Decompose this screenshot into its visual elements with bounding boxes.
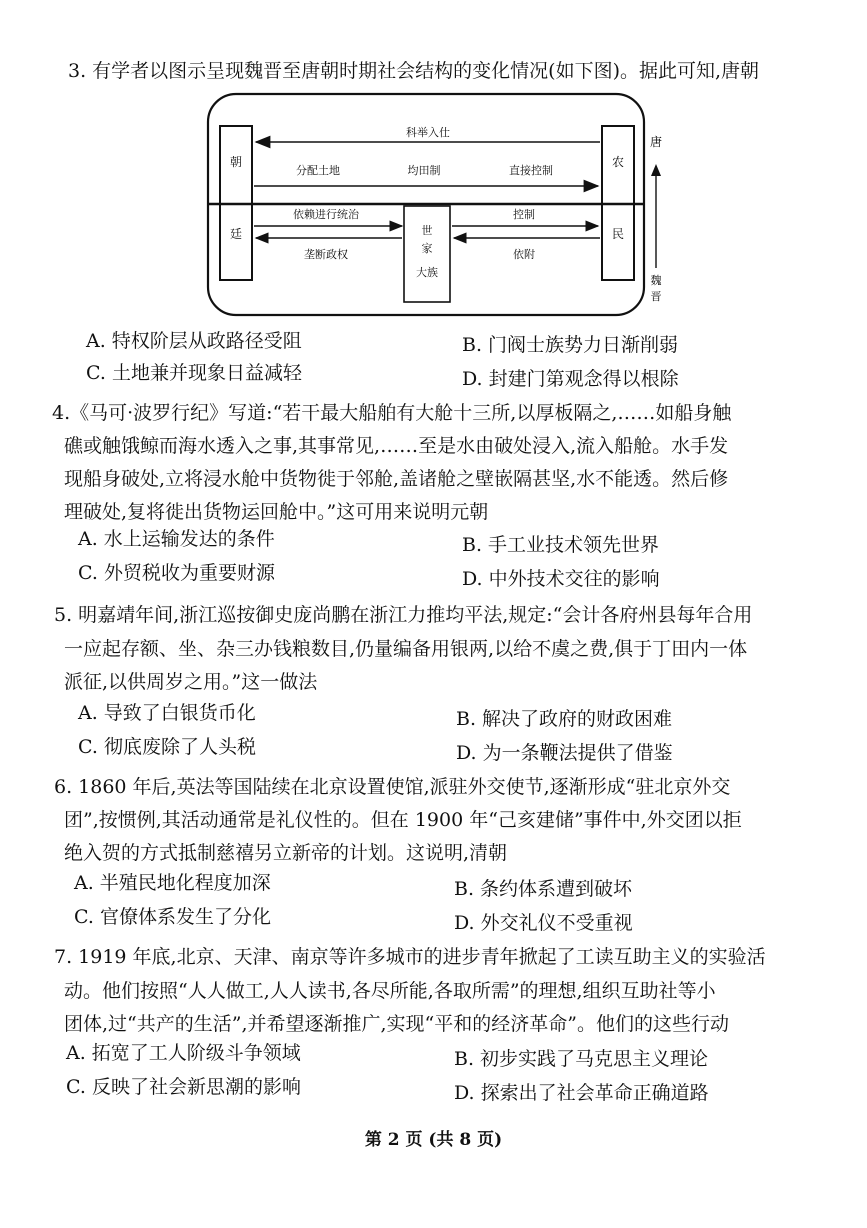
aristocracy-label-2: 家 bbox=[421, 242, 433, 255]
q7-option-d: D. 探索出了社会革命正确道路 bbox=[454, 1082, 709, 1104]
q6-line-3: 绝入贺的方式抵制慈禧另立新帝的计划。这说明,清朝 bbox=[64, 842, 508, 864]
fenpei-label: 分配土地 bbox=[296, 164, 340, 177]
q3-stem: 3. 有学者以图示呈现魏晋至唐朝时期社会结构的变化情况(如下图)。据此可知,唐朝 bbox=[68, 60, 760, 82]
keju-label: 科举入仕 bbox=[406, 126, 450, 139]
q3-option-c: C. 土地兼并现象日益减轻 bbox=[86, 362, 302, 384]
page-number-footer: 第 2 页 (共 8 页) bbox=[364, 1130, 503, 1150]
q4-line-1: 4.《马可·波罗行纪》写道:“若干最大船舶有大舱十三所,以厚板隔之,……如船身触 bbox=[52, 402, 732, 424]
q4-option-b: B. 手工业技术领先世界 bbox=[462, 534, 660, 556]
peasant-label-2: 民 bbox=[611, 227, 625, 241]
q3-option-b: B. 门阀士族势力日渐削弱 bbox=[462, 334, 679, 356]
q5-option-b: B. 解决了政府的财政困难 bbox=[456, 708, 673, 730]
q7-line-3: 团体,过“共产的生活”,并希望逐渐推广,实现“平和的经济革命”。他们的这些行动 bbox=[64, 1013, 729, 1035]
q3-option-a: A. 特权阶层从政路径受阻 bbox=[86, 330, 302, 352]
q5-line-3: 派征,以供周岁之用。”这一做法 bbox=[64, 671, 318, 693]
q6-option-c: C. 官僚体系发生了分化 bbox=[74, 906, 271, 928]
q5-option-a: A. 导致了白银货币化 bbox=[78, 702, 256, 724]
q3-option-d: D. 封建门第观念得以根除 bbox=[462, 368, 679, 390]
q5-option-d: D. 为一条鞭法提供了借鉴 bbox=[456, 742, 673, 764]
q7-option-a: A. 拓宽了工人阶级斗争领域 bbox=[66, 1042, 301, 1064]
timeline-axis bbox=[646, 128, 666, 308]
axis-bottom-label-2: 晋 bbox=[650, 290, 662, 303]
q7-option-c: C. 反映了社会新思潮的影响 bbox=[66, 1076, 301, 1098]
aristocracy-label-3: 大族 bbox=[416, 266, 438, 279]
yifu-label: 依附 bbox=[513, 248, 535, 261]
q5-line-1: 5. 明嘉靖年间,浙江巡按御史庞尚鹏在浙江力推均平法,规定:“会计各府州县每年合用 bbox=[54, 604, 753, 626]
court-label-2: 廷 bbox=[229, 227, 243, 241]
q4-option-a: A. 水上运输发达的条件 bbox=[78, 528, 275, 550]
q6-option-a: A. 半殖民地化程度加深 bbox=[74, 872, 271, 894]
yilai-label: 依赖进行统治 bbox=[293, 208, 359, 221]
q6-line-1: 6. 1860 年后,英法等国陆续在北京设置使馆,派驻外交使节,逐渐形成“驻北京外交 bbox=[54, 776, 731, 798]
zhijie-label: 直接控制 bbox=[509, 164, 553, 177]
q6-option-b: B. 条约体系遭到破坏 bbox=[454, 878, 633, 900]
q5-option-c: C. 彻底废除了人头税 bbox=[78, 736, 256, 758]
kongzhi-label: 控制 bbox=[513, 208, 535, 221]
social-structure-diagram bbox=[206, 92, 646, 317]
peasant-label-1: 农 bbox=[611, 155, 625, 169]
q7-line-2: 动。他们按照“人人做工,人人读书,各尽所能,各取所需”的理想,组织互助社等小 bbox=[64, 980, 716, 1002]
q7-line-1: 7. 1919 年底,北京、天津、南京等许多城市的进步青年掀起了工读互助主义的实验活 bbox=[54, 946, 766, 968]
q4-line-2: 礁或触饿鲸而海水透入之事,其事常见,……至是水由破处浸入,流入船舱。水手发 bbox=[64, 435, 729, 457]
court-label-1: 朝 bbox=[229, 155, 243, 169]
aristocracy-label-1: 世 bbox=[421, 224, 433, 237]
q4-option-d: D. 中外技术交往的影响 bbox=[462, 568, 660, 590]
q4-option-c: C. 外贸税收为重要财源 bbox=[78, 562, 275, 584]
q4-line-4: 理破处,复将徙出货物运回舱中。”这可用来说明元朝 bbox=[64, 501, 489, 523]
axis-top-label: 唐 bbox=[649, 135, 663, 149]
q4-line-3: 现船身破处,立将浸水舱中货物徙于邻舱,盖诸舱之壁嵌隔甚坚,水不能透。然后修 bbox=[64, 468, 729, 490]
q7-option-b: B. 初步实践了马克思主义理论 bbox=[454, 1048, 709, 1070]
longduan-label: 垄断政权 bbox=[304, 248, 348, 261]
juntian-label: 均田制 bbox=[407, 164, 441, 177]
q6-line-2: 团”,按惯例,其活动通常是礼仪性的。但在 1900 年“己亥建储”事件中,外交团以拒 bbox=[64, 809, 742, 831]
q5-line-2: 一应起存额、坐、杂三办钱粮数目,仍量编备用银两,以给不虞之费,俱于丁田内一体 bbox=[64, 638, 748, 660]
axis-bottom-label-1: 魏 bbox=[650, 274, 662, 287]
q6-option-d: D. 外交礼仪不受重视 bbox=[454, 912, 633, 934]
